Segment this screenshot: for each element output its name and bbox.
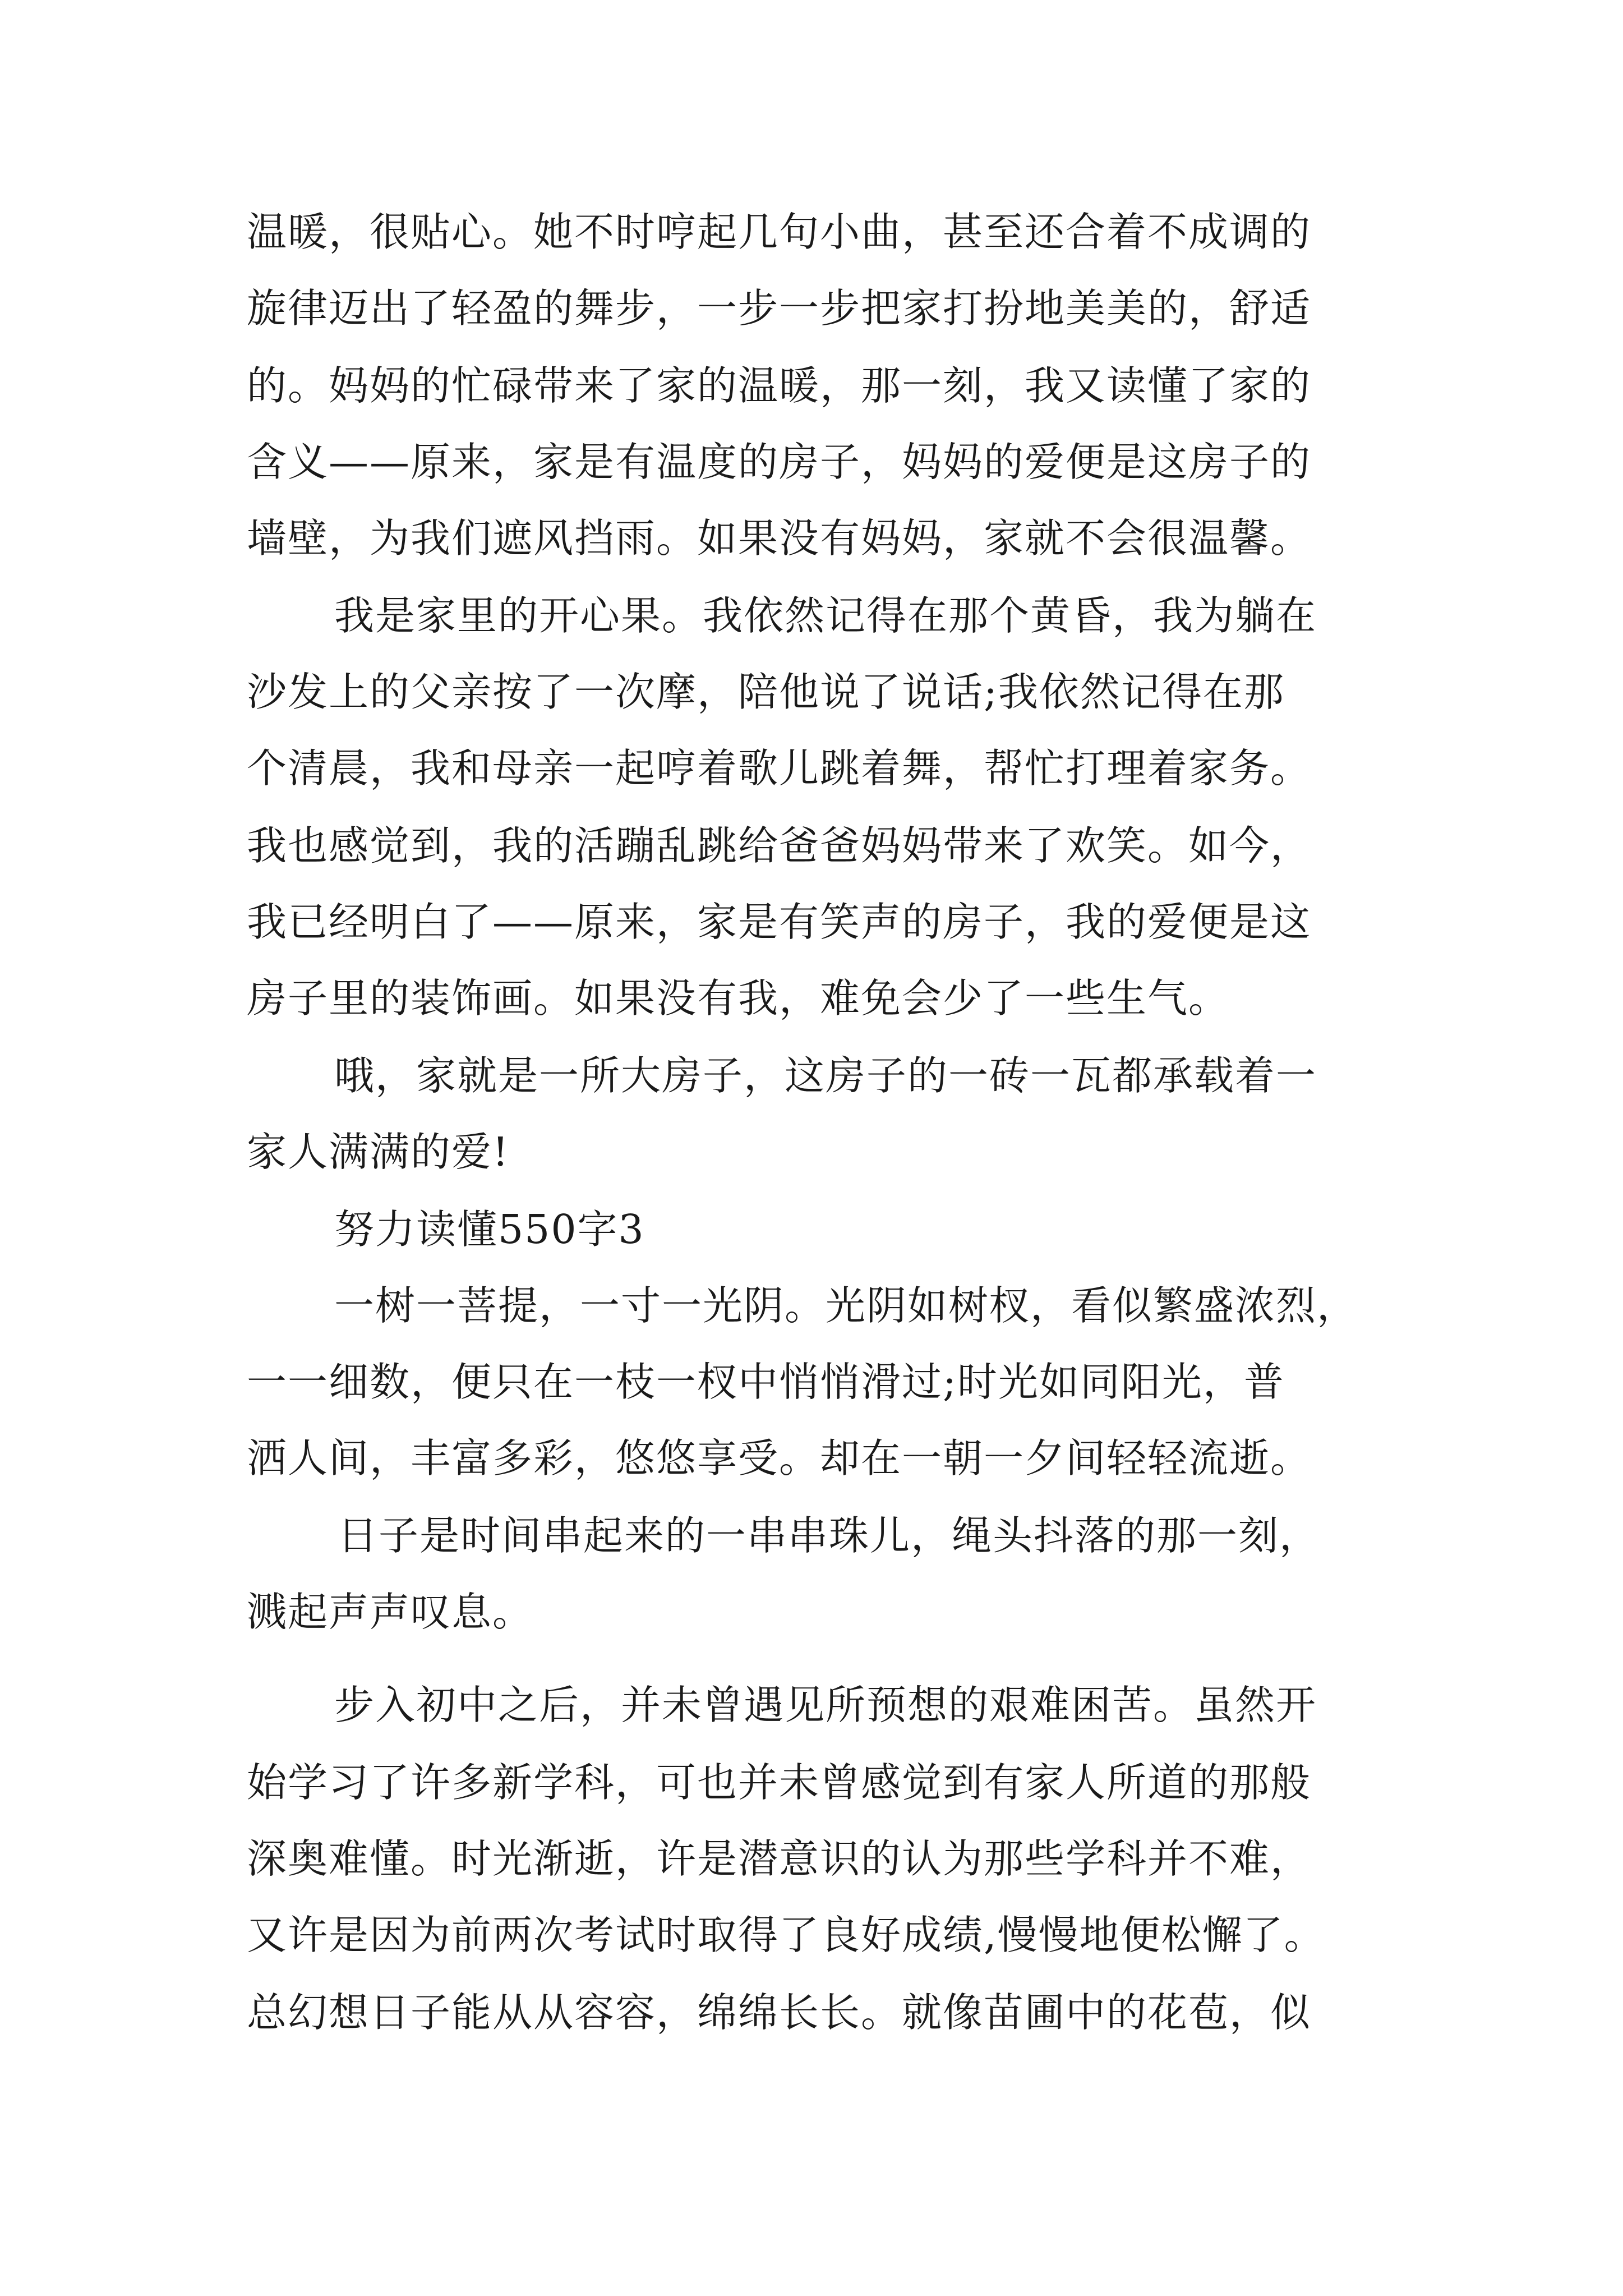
text-line: 又许是因为前两次考试时取得了良好成绩,慢慢地便松懈了。 [247, 1912, 1325, 1958]
text-line: 家人满满的爱! [247, 1129, 510, 1175]
text-line: 溅起声声叹息。 [247, 1589, 534, 1635]
paragraph-first-line: 一树一菩提，一寸一光阴。光阴如树杈，看似繁盛浓烈， [334, 1282, 1358, 1329]
text-line: 的。妈妈的忙碌带来了家的温暖，那一刻，我又读懂了家的 [247, 362, 1312, 409]
text-line: 温暖，很贴心。她不时哼起几句小曲，甚至还合着不成调的 [247, 209, 1312, 255]
text-line: 总幻想日子能从从容容，绵绵长长。就像苗圃中的花苞，似 [247, 1989, 1312, 2036]
text-line: 我已经明白了——原来，家是有笑声的房子，我的爱便是这 [247, 899, 1312, 945]
paragraph-first-line: 日子是时间串起来的一串串珠儿，绳头抖落的那一刻， [338, 1512, 1321, 1559]
text-line: 一一细数，便只在一枝一杈中悄悄滑过;时光如同阳光，普 [247, 1359, 1285, 1405]
text-line: 我也感觉到，我的活蹦乱跳给爸爸妈妈带来了欢笑。如今， [247, 822, 1312, 869]
text-line: 沙发上的父亲按了一次摩，陪他说了说话;我依然记得在那 [247, 669, 1285, 715]
text-line: 房子里的装饰画。如果没有我，难免会少了一些生气。 [247, 975, 1230, 1022]
text-line: 墙壁，为我们遮风挡雨。如果没有妈妈，家就不会很温馨。 [247, 515, 1312, 562]
text-line: 个清晨，我和母亲一起哼着歌儿跳着舞，帮忙打理着家务。 [247, 745, 1312, 792]
paragraph-first-line: 哦，家就是一所大房子，这房子的一砖一瓦都承载着一 [334, 1052, 1317, 1099]
text-line: 始学习了许多新学科，可也并未曾感觉到有家人所道的那般 [247, 1759, 1312, 1806]
text-line: 含义——原来，家是有温度的房子，妈妈的爱便是这房子的 [247, 439, 1312, 485]
section-heading: 努力读懂550字3 [334, 1206, 645, 1253]
text-line: 深奥难懂。时光渐逝，许是潜意识的认为那些学科并不难， [247, 1835, 1312, 1882]
paragraph-first-line: 步入初中之后，并未曾遇见所预想的艰难困苦。虽然开 [334, 1682, 1317, 1728]
text-line: 旋律迈出了轻盈的舞步，一步一步把家打扮地美美的，舒适 [247, 285, 1312, 332]
paragraph-first-line: 我是家里的开心果。我依然记得在那个黄昏，我为躺在 [334, 592, 1317, 639]
text-line: 洒人间，丰富多彩，悠悠享受。却在一朝一夕间轻轻流逝。 [247, 1435, 1312, 1481]
